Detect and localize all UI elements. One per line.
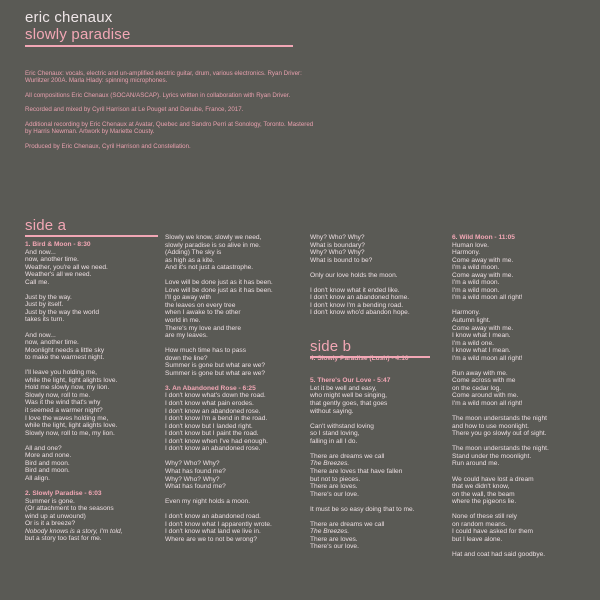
- lyric-line: takes its turn.: [25, 316, 65, 324]
- lyric-line: [310, 332, 414, 340]
- lyric-line: [310, 347, 414, 355]
- lyric-line: There are loves.: [310, 535, 358, 543]
- lyric-line: Run away with me.: [452, 369, 508, 377]
- lyric-line: Hat and coat had said goodbye.: [452, 550, 546, 558]
- lyric-line: Come around with me.: [452, 392, 519, 400]
- lyric-line: (Adding) The sky is: [165, 249, 222, 257]
- lyric-line: but I leave alone.: [452, 535, 503, 543]
- lyric-line: Just by the way the world: [25, 308, 100, 316]
- album-title: slowly paradise: [25, 26, 131, 43]
- lyric-line: (Or attachment to the seasons: [25, 505, 114, 513]
- lyric-line: [165, 340, 273, 348]
- lyric-line: Call me.: [25, 278, 50, 286]
- lyric-line: I know what I mean.: [452, 347, 511, 355]
- lyric-line: are my leaves.: [165, 332, 208, 340]
- lyric-line: More and none.: [25, 452, 72, 460]
- lyric-line: but not to pieces.: [310, 475, 361, 483]
- lyric-line: [25, 324, 123, 332]
- lyric-line: that we didn't know,: [452, 483, 510, 491]
- lyric-line: [310, 264, 414, 272]
- lyric-line: [310, 370, 414, 378]
- lyric-line: I don't know but I landed right.: [165, 422, 253, 430]
- lyric-line: Come away with me.: [452, 324, 514, 332]
- track-title: 6. Wild Moon - 11:05: [452, 234, 515, 241]
- lyric-line: There's our love.: [310, 543, 359, 551]
- lyric-line: [25, 483, 123, 491]
- lyric-line: Let it be well and easy,: [310, 384, 377, 392]
- lyric-line: Slowly now, roll to me, my lion.: [25, 429, 115, 437]
- lyric-line: I could have asked for them: [452, 528, 534, 536]
- lyric-line: Love will be done just as it has been.: [165, 279, 273, 287]
- side-b-heading: side b: [310, 338, 352, 355]
- lyric-line: I don't know when I've had enough.: [165, 437, 268, 445]
- lyric-line: as high as a kite.: [165, 256, 215, 264]
- lyric-line: Bird and moon.: [25, 459, 70, 467]
- lyric-line: [310, 340, 414, 348]
- lyric-line: There are dreams we call: [310, 520, 385, 528]
- lyric-line: I don't know an abandoned road.: [165, 513, 261, 521]
- lyric-line: And now...: [25, 331, 56, 339]
- track-title: 5. There's Our Love - 5:47: [310, 377, 391, 385]
- lyric-line: There are loves.: [310, 483, 358, 491]
- lyric-line: [165, 272, 273, 280]
- lyric-line: What is bound to be?: [310, 256, 373, 264]
- lyric-line: [452, 302, 549, 310]
- lyric-line: [310, 513, 414, 521]
- lyric-line: I don't know but I paint the road.: [165, 430, 259, 438]
- lyric-line: Or is it a breeze?: [25, 520, 76, 528]
- credits-paragraph: All compositions Eric Chenaux (SOCAN/ASCAP). Lyrics written in collaboration with Ryan Driver.: [25, 91, 291, 99]
- lyric-line: I don't know what land we live in.: [165, 528, 261, 536]
- lyric-line: Weather's all we need.: [25, 271, 92, 279]
- header-rule: [25, 45, 293, 47]
- lyric-line: Why? Who? Why?: [165, 460, 220, 468]
- lyric-line: [452, 543, 549, 551]
- lyric-line: I'm a wild moon all right!: [452, 294, 523, 302]
- lyrics-column-3: [310, 234, 414, 551]
- lyric-line: now, another time.: [25, 339, 79, 347]
- credits-paragraph: Recorded and mixed by Cyril Harrison at Le Pouget and Danube, France, 2017.: [25, 106, 244, 114]
- lyric-line: [452, 506, 549, 514]
- lyric-line: it seemed a warmer night?: [25, 407, 103, 415]
- lyric-line: [25, 437, 123, 445]
- lyric-line: I don't know what I apparently wrote.: [165, 520, 272, 528]
- lyric-line: [165, 453, 273, 461]
- lyric-line: Summer is gone but what are we?: [165, 362, 266, 370]
- credits: [25, 70, 315, 158]
- lyric-line: Moonlight needs a little sky: [25, 346, 105, 354]
- lyric-line: [310, 445, 414, 453]
- lyric-line: [165, 506, 273, 514]
- lyric-line: It must be so easy doing that to me.: [310, 505, 415, 513]
- lyric-line: [452, 438, 549, 446]
- lyric-line: I don't know I'm a bend in the road.: [165, 415, 268, 423]
- credits-paragraph: Additional recording by Eric Chenaux at Avatar, Quebec and Sandro Perri at Sonology, Toronto. Mastered by Harris Newman. Artwork by Mariette Cousty.: [25, 121, 314, 136]
- lyric-line: Just by the way.: [25, 293, 72, 301]
- artist-name: eric chenaux: [25, 9, 113, 26]
- lyric-line: I'll leave you holding me,: [25, 369, 98, 377]
- lyric-line: [452, 362, 549, 370]
- lyric-line: The moon understands the night.: [452, 445, 549, 453]
- lyric-line: the leaves on every tree: [165, 301, 236, 309]
- lyric-line: Weather, you're all we need.: [25, 263, 108, 271]
- credits-paragraph: Produced by Eric Chenaux, Cyril Harrison and Constellation.: [25, 142, 191, 150]
- lyric-line: The moon understands the night: [452, 415, 547, 423]
- lyric-line: Where are we to not be wrong?: [165, 535, 257, 543]
- lyric-line: on the wall, the beam: [452, 490, 515, 498]
- lyric-line: I'm a wild moon.: [452, 286, 500, 294]
- lyric-line: I'm a wild moon all right!: [452, 400, 523, 408]
- lyric-line: who might well be singing,: [310, 392, 387, 400]
- lyric-line: Human love.: [452, 241, 490, 249]
- lyric-line: Bird and moon.: [25, 467, 70, 475]
- lyric-line: [310, 317, 414, 325]
- lyric-line: [452, 468, 549, 476]
- lyric-line: and how to use moonlight.: [452, 422, 529, 430]
- lyric-line: Summer is gone but what are we?: [165, 369, 266, 377]
- lyric-line: while the light, light alights love.: [25, 422, 118, 430]
- lyric-line: None of these still rely: [452, 513, 517, 521]
- lyric-line: I love the waves holding me,: [25, 414, 109, 422]
- lyric-line: so I stand loving,: [310, 430, 360, 438]
- lyric-line: There you go slowly out of sight.: [452, 430, 547, 438]
- lyric-line: How much time has to pass: [165, 347, 246, 355]
- lyric-line: I'm a wild moon all right!: [452, 354, 523, 362]
- lyric-line: Love will be done just as it has been.: [165, 286, 273, 294]
- lyric-line: Only our love holds the moon.: [310, 271, 398, 279]
- lyric-line: Come away with me.: [452, 271, 514, 279]
- lyric-line: Even my night holds a moon.: [165, 498, 251, 506]
- lyric-line: I don't know I'm a bending road.: [310, 301, 404, 309]
- lyric-line: [452, 408, 549, 416]
- credits-paragraph: Eric Chenaux: vocals, electric and un-amplified electric guitar, drum, various electronics. Ryan Driver: Wurlitzer 200A. Marla Hlady: spinning microphones.: [25, 70, 302, 85]
- lyric-line: I don't know what's down the road.: [165, 392, 266, 400]
- lyric-line: There's our love.: [310, 490, 359, 498]
- lyric-line: I don't know an abandoned rose.: [165, 407, 261, 415]
- lyric-line: Come across with me: [452, 377, 516, 385]
- lyric-line: [165, 377, 273, 385]
- lyric-line: And it's not just a catastrophe.: [165, 264, 254, 272]
- lyric-line: Autumn light.: [452, 317, 491, 325]
- lyric-line: I'm a wild moon.: [452, 279, 500, 287]
- lyric-line: wind up at unwound): [25, 512, 86, 520]
- lyric-line: I don't know who'd abandon hope.: [310, 309, 410, 317]
- lyric-line: but a story too fast for me.: [25, 535, 102, 543]
- lyric-line: falling in all I do.: [310, 437, 358, 445]
- lyric-line: [310, 362, 414, 370]
- lyric-line: Why? Who? Why?: [310, 249, 365, 257]
- lyric-line: What has found me?: [165, 467, 226, 475]
- lyric-line: Come away with me.: [452, 256, 514, 264]
- side-a-heading: side a: [25, 217, 67, 234]
- lyric-line: The Breezes.: [310, 460, 350, 468]
- lyric-line: to make the warmest night.: [25, 354, 105, 362]
- lyric-line: What is boundary?: [310, 241, 365, 249]
- lyric-line: I know what I mean.: [452, 332, 511, 340]
- header: [25, 10, 295, 47]
- lyric-line: I don't know what it ended like.: [310, 286, 400, 294]
- lyric-line: slowly paradise is so alive in me.: [165, 241, 261, 249]
- lyric-line: Harmony.: [452, 249, 481, 257]
- lyric-line: I'm a wild moon.: [452, 264, 500, 272]
- lyric-line: All align.: [25, 474, 50, 482]
- lyric-line: Nobody knows is a story, I'm told,: [25, 527, 123, 535]
- lyric-line: The Breezes.: [310, 528, 350, 536]
- lyric-line: There are loves that have fallen: [310, 467, 403, 475]
- lyric-line: What has found me?: [165, 483, 226, 491]
- lyric-line: Was it the wind that's why: [25, 399, 101, 407]
- lyric-line: down the line?: [165, 354, 208, 362]
- lyric-line: Hold me slowly now, my lion.: [25, 384, 110, 392]
- lyric-line: Just by itself.: [25, 301, 64, 309]
- track-title: 2. Slowly Paradise - 6:03: [25, 490, 102, 498]
- lyric-line: I don't know what pain erodes.: [165, 400, 254, 408]
- lyric-line: Slowly we know, slowly we need,: [165, 234, 262, 241]
- lyric-line: Stand under the moonlight.: [452, 452, 532, 460]
- lyric-line: now, another time.: [25, 256, 79, 264]
- lyric-line: [25, 286, 123, 294]
- lyric-line: while the light, light alights love.: [25, 376, 118, 384]
- lyrics-column-4: [452, 234, 549, 559]
- lyric-line: on random means.: [452, 520, 507, 528]
- lyrics-column-1: [25, 241, 123, 543]
- lyric-line: There are dreams we call: [310, 452, 385, 460]
- track-title: 1. Bird & Moon - 8:30: [25, 241, 91, 248]
- lyric-line: where the pigeons lie.: [452, 498, 517, 506]
- lyric-line: Can't withstand loving: [310, 422, 374, 430]
- lyric-line: I don't know an abandoned rose.: [165, 445, 261, 453]
- lyric-line: I don't know an abandoned home.: [310, 294, 410, 302]
- lyric-line: Why? Who? Why?: [165, 475, 220, 483]
- track-title: 4. Slowly Paradise (Lush) - 4:10: [310, 354, 409, 362]
- lyric-line: [310, 325, 414, 333]
- lyrics-column-2: [165, 234, 273, 543]
- lyric-line: And now...: [25, 248, 56, 256]
- lyric-line: [310, 415, 414, 423]
- lyric-line: [165, 491, 273, 499]
- lyric-line: I'll go away with: [165, 294, 211, 302]
- lyric-line: Run around me.: [452, 460, 500, 468]
- lyric-line: that gently goes, that goes: [310, 400, 388, 408]
- lyric-line: Why? Who? Why?: [310, 234, 365, 241]
- lyric-line: Slowly now, roll to me.: [25, 391, 91, 399]
- lyric-line: I'm a wild one.: [452, 339, 494, 347]
- lyric-line: on the cedar log.: [452, 384, 502, 392]
- lyric-line: [310, 498, 414, 506]
- lyric-line: without saying.: [310, 407, 354, 415]
- lyric-line: world in me.: [165, 317, 201, 325]
- lyric-line: [25, 362, 123, 370]
- lyric-line: There's my love and there: [165, 324, 242, 332]
- side-a-rule: [25, 235, 158, 237]
- lyric-line: Harmony.: [452, 309, 481, 317]
- lyric-line: [310, 279, 414, 287]
- lyric-line: We could have lost a dream: [452, 475, 534, 483]
- lyric-line: All and one?: [25, 444, 62, 452]
- track-title: 3. An Abandoned Rose - 6:25: [165, 384, 256, 392]
- lyric-line: Summer is gone.: [25, 497, 75, 505]
- lyric-line: when I awake to the other: [165, 309, 241, 317]
